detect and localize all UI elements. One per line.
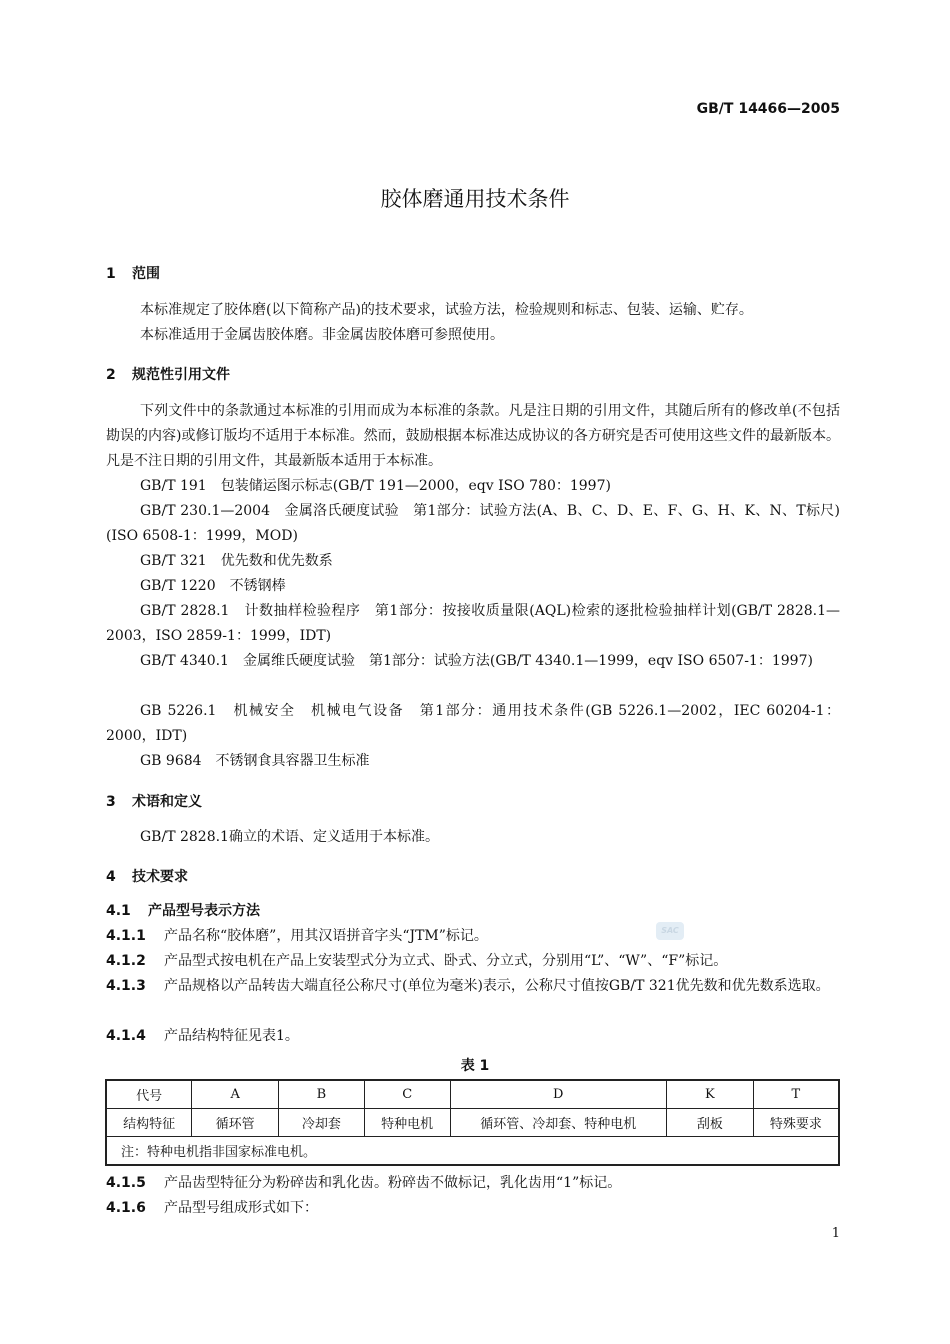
- clause-4-1-6: [106, 1196, 318, 1221]
- section-4-heading: [106, 866, 188, 886]
- table-cell: 冷却套: [279, 1109, 365, 1137]
- clause-number: 4.1.5: [106, 1175, 146, 1191]
- section-number: 2: [106, 367, 116, 383]
- table-caption: 表 1: [460, 1058, 490, 1074]
- table-cell: 刮板: [666, 1109, 753, 1137]
- clause-number: 4.1.2: [106, 953, 146, 969]
- table-cell: K: [666, 1080, 753, 1109]
- reference-item: GB/T 2828.1 计数抽样检验程序 第1部分：按接收质量限(AQL)检索的逐批检验抽样计划(GB/T 2828.1—2003，ISO 2859-1：1999，IDT): [106, 603, 840, 644]
- clause-text: 产品型号组成形式如下：: [164, 1200, 318, 1216]
- clause-4-1-3: [106, 974, 840, 999]
- clause-4-1-heading: [106, 899, 260, 924]
- section-2-intro: 下列文件中的条款通过本标准的引用而成为本标准的条款。凡是注日期的引用文件，其随后所有的修改单(不包括勘误的内容)或修订版均不适用于本标准。然而，鼓励根据本标准达成协议的各方研究是否可使用这些文件的最新版本。凡是不注日期的引用文件，其最新版本适用于本标准。: [106, 403, 840, 469]
- clause-number: 4.1.6: [106, 1200, 146, 1216]
- table-cell: 结构特征: [106, 1109, 192, 1137]
- table-cell: 特殊要求: [753, 1109, 839, 1137]
- section-2-heading: [106, 364, 230, 384]
- sac-watermark-logo: SAC: [656, 922, 684, 940]
- reference-item: GB/T 1220 不锈钢棒: [140, 578, 286, 594]
- table-cell: 循环管、冷却套、特种电机: [450, 1109, 666, 1137]
- reference-item: GB 9684 不锈钢食具容器卫生标准: [140, 753, 370, 769]
- table-header-row: [106, 1080, 839, 1109]
- page-number: 1: [831, 1226, 840, 1241]
- clause-4-1-1: [106, 924, 488, 949]
- document-title: 胶体磨通用技术条件: [380, 187, 570, 211]
- section-title: 技术要求: [132, 869, 188, 885]
- table-cell: C: [364, 1080, 450, 1109]
- clause-text: 产品结构特征见表1。: [164, 1028, 299, 1044]
- table-cell: B: [279, 1080, 365, 1109]
- section-title: 术语和定义: [132, 794, 202, 810]
- table-row: [106, 1109, 839, 1137]
- section-title: 规范性引用文件: [132, 367, 230, 383]
- clause-number: 4.1.4: [106, 1028, 146, 1044]
- clause-4-1-2: [106, 949, 727, 974]
- table-cell: A: [192, 1080, 279, 1109]
- table-note-row: [106, 1137, 839, 1166]
- table-cell: 特种电机: [364, 1109, 450, 1137]
- table-cell: 代号: [106, 1080, 192, 1109]
- reference-item: GB/T 4340.1 金属维氏硬度试验 第1部分：试验方法(GB/T 4340.1—1999，eqv ISO 6507-1：1997): [140, 653, 813, 669]
- section-3-heading: [106, 791, 202, 811]
- clause-text: 产品名称“胶体磨”，用其汉语拼音字头“JTM”标记。: [164, 928, 488, 944]
- reference-item: GB/T 191 包装储运图示标志(GB/T 191—2000，eqv ISO 780：1997): [140, 478, 611, 494]
- clause-number: 4.1: [106, 903, 131, 919]
- section-1-para-1: 本标准规定了胶体磨(以下简称产品)的技术要求，试验方法，检验规则和标志、包装、运输、贮存。: [140, 302, 753, 318]
- clause-title: 产品型号表示方法: [148, 903, 260, 919]
- reference-item: GB/T 321 优先数和优先数系: [140, 553, 333, 569]
- table-cell: T: [753, 1080, 839, 1109]
- table-cell: D: [450, 1080, 666, 1109]
- table-note: 注：特种电机指非国家标准电机。: [106, 1137, 839, 1166]
- reference-item: GB/T 230.1—2004 金属洛氏硬度试验 第1部分：试验方法(A、B、C、D、E、F、G、H、K、N、T标尺)(ISO 6508-1：1999，MOD): [106, 503, 840, 544]
- section-number: 4: [106, 869, 116, 885]
- table-1: [105, 1079, 840, 1166]
- section-1-para-2: 本标准适用于金属齿胶体磨。非金属齿胶体磨可参照使用。: [140, 327, 504, 343]
- standard-number: GB/T 14466—2005: [696, 101, 840, 117]
- clause-text: 产品齿型特征分为粉碎齿和乳化齿。粉碎齿不做标记，乳化齿用“1”标记。: [164, 1175, 622, 1191]
- clause-text: 产品型式按电机在产品上安装型式分为立式、卧式、分立式，分别用“L”、“W”、“F”标记。: [164, 953, 728, 969]
- section-number: 3: [106, 794, 116, 810]
- section-title: 范围: [132, 266, 160, 282]
- clause-number: 4.1.3: [106, 978, 146, 994]
- table-cell: 循环管: [192, 1109, 279, 1137]
- clause-text: 产品规格以产品转齿大端直径公称尺寸(单位为毫米)表示，公称尺寸值按GB/T 321优先数和优先数系选取。: [164, 978, 830, 994]
- section-1-heading: [106, 263, 160, 283]
- section-3-para: GB/T 2828.1确立的术语、定义适用于本标准。: [140, 829, 439, 845]
- reference-item: GB 5226.1 机械安全 机械电气设备 第1部分：通用技术条件(GB 5226.1—2002，IEC 60204-1：2000，IDT): [106, 703, 840, 744]
- clause-number: 4.1.1: [106, 928, 146, 944]
- section-number: 1: [106, 266, 116, 282]
- clause-4-1-5: [106, 1171, 621, 1196]
- clause-4-1-4: [106, 1024, 299, 1049]
